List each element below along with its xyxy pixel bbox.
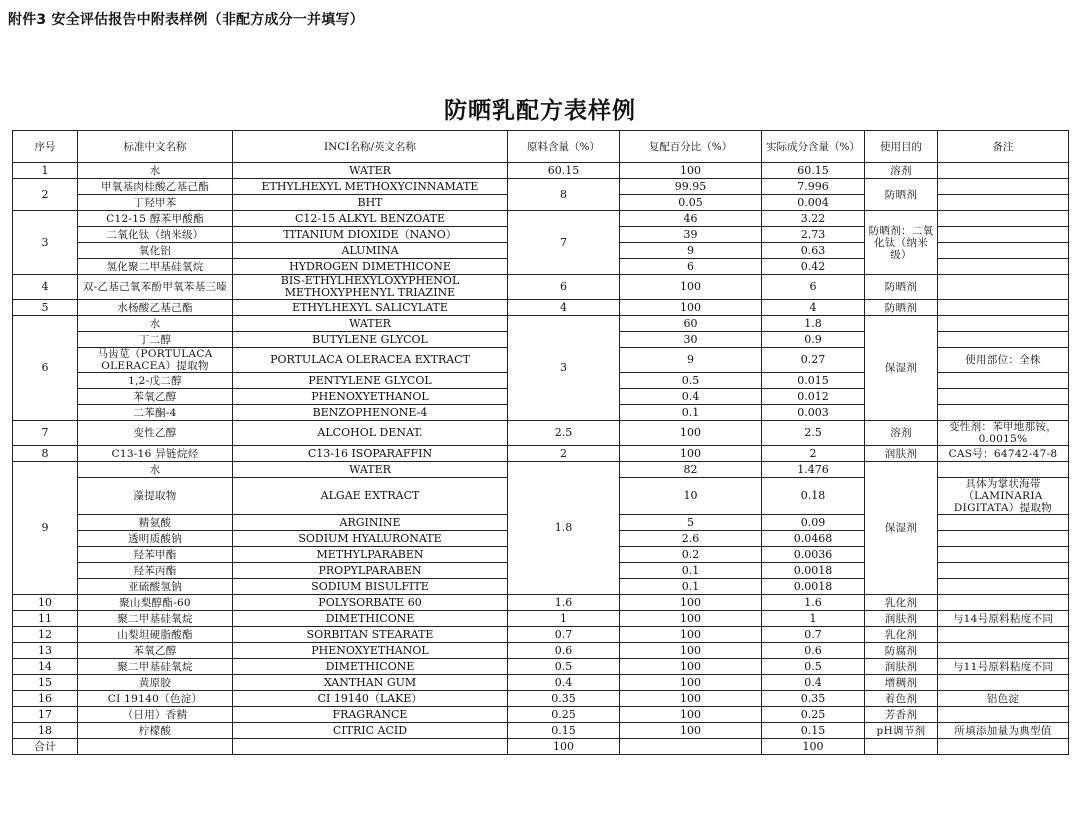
- row-number: 8: [13, 446, 78, 462]
- cn-name-cell: C12-15 醇苯甲酸酯: [78, 211, 233, 227]
- actual-content-cell: 2.73: [762, 227, 865, 243]
- actual-content-cell: 0.09: [762, 515, 865, 531]
- remark-cell: [938, 563, 1069, 579]
- compound-pct-cell: 0.1: [620, 563, 762, 579]
- cn-name-cell: 聚二甲基硅氧烷: [78, 659, 233, 675]
- cn-name-cell: 透明质酸钠: [78, 531, 233, 547]
- inci-name-cell: PHENOXYETHANOL: [233, 389, 508, 405]
- actual-content-cell: 7.996: [762, 179, 865, 195]
- compound-pct-cell: 100: [620, 691, 762, 707]
- compound-pct-cell: 0.05: [620, 195, 762, 211]
- remark-cell: [938, 300, 1069, 316]
- cn-name-cell: 山梨坦硬脂酸酯: [78, 627, 233, 643]
- remark-cell: [938, 595, 1069, 611]
- raw-content-cell: 2.5: [508, 421, 620, 446]
- raw-content-cell: 0.7: [508, 627, 620, 643]
- cn-name-cell: 水: [78, 316, 233, 332]
- remark-cell: 变性剂：苯甲地那铵，0.0015%: [938, 421, 1069, 446]
- actual-content-cell: 0.27: [762, 348, 865, 373]
- purpose-cell: 润肤剂: [865, 611, 938, 627]
- total-cn-empty: [78, 739, 233, 755]
- remark-cell: [938, 579, 1069, 595]
- compound-pct-cell: 100: [620, 300, 762, 316]
- raw-content-cell: 0.4: [508, 675, 620, 691]
- total-row: [13, 739, 1069, 755]
- actual-content-cell: 4: [762, 300, 865, 316]
- inci-name-cell: C12-15 ALKYL BENZOATE: [233, 211, 508, 227]
- cn-name-cell: 马齿苋（PORTULACA OLERACEA）提取物: [78, 348, 233, 373]
- compound-pct-cell: 9: [620, 348, 762, 373]
- inci-name-cell: PROPYLPARABEN: [233, 563, 508, 579]
- cn-name-cell: （日用）香精: [78, 707, 233, 723]
- actual-content-cell: 0.42: [762, 259, 865, 275]
- col-header-no: 序号: [13, 131, 78, 163]
- raw-content-cell: 60.15: [508, 163, 620, 179]
- inci-name-cell: ALGAE EXTRACT: [233, 478, 508, 515]
- purpose-cell: 增稠剂: [865, 675, 938, 691]
- cn-name-cell: 精氨酸: [78, 515, 233, 531]
- inci-name-cell: BENZOPHENONE-4: [233, 405, 508, 421]
- inci-name-cell: XANTHAN GUM: [233, 675, 508, 691]
- actual-content-cell: 1.476: [762, 462, 865, 478]
- cn-name-cell: 丁二醇: [78, 332, 233, 348]
- compound-pct-cell: 100: [620, 627, 762, 643]
- actual-content-cell: 0.9: [762, 332, 865, 348]
- purpose-cell: 溶剂: [865, 421, 938, 446]
- cn-name-cell: CI 19140（色淀）: [78, 691, 233, 707]
- row-number: 17: [13, 707, 78, 723]
- table-row: [13, 627, 1069, 643]
- raw-content-cell: 1: [508, 611, 620, 627]
- raw-content-cell: 1.6: [508, 595, 620, 611]
- inci-name-cell: C13-16 ISOPARAFFIN: [233, 446, 508, 462]
- raw-content-cell: 3: [508, 316, 620, 421]
- actual-content-cell: 0.6: [762, 643, 865, 659]
- purpose-cell: 防晒剂: [865, 179, 938, 211]
- row-number: 3: [13, 211, 78, 275]
- compound-pct-cell: 100: [620, 659, 762, 675]
- actual-content-cell: 0.18: [762, 478, 865, 515]
- compound-pct-cell: 100: [620, 723, 762, 739]
- remark-cell: [938, 515, 1069, 531]
- remark-cell: [938, 405, 1069, 421]
- actual-content-cell: 0.0018: [762, 579, 865, 595]
- remark-cell: [938, 259, 1069, 275]
- compound-pct-cell: 5: [620, 515, 762, 531]
- compound-pct-cell: 10: [620, 478, 762, 515]
- purpose-cell: 乳化剂: [865, 627, 938, 643]
- compound-pct-cell: 2.6: [620, 531, 762, 547]
- cn-name-cell: 1,2-戊二醇: [78, 373, 233, 389]
- purpose-cell: 防晒剂: [865, 275, 938, 300]
- actual-content-cell: 0.25: [762, 707, 865, 723]
- compound-pct-cell: 82: [620, 462, 762, 478]
- inci-name-cell: WATER: [233, 462, 508, 478]
- compound-pct-cell: 100: [620, 446, 762, 462]
- col-header-raw-content: 原料含量（%）: [508, 131, 620, 163]
- row-number: 4: [13, 275, 78, 300]
- inci-name-cell: BHT: [233, 195, 508, 211]
- total-raw: 100: [508, 739, 620, 755]
- actual-content-cell: 0.35: [762, 691, 865, 707]
- compound-pct-cell: 100: [620, 611, 762, 627]
- col-header-purpose: 使用目的: [865, 131, 938, 163]
- actual-content-cell: 1: [762, 611, 865, 627]
- remark-cell: 与11号原料粘度不同: [938, 659, 1069, 675]
- inci-name-cell: SODIUM BISULFITE: [233, 579, 508, 595]
- table-row: [13, 691, 1069, 707]
- inci-name-cell: WATER: [233, 163, 508, 179]
- purpose-cell: 溶剂: [865, 163, 938, 179]
- cn-name-cell: C13-16 异链烷烃: [78, 446, 233, 462]
- actual-content-cell: 6: [762, 275, 865, 300]
- actual-content-cell: 0.7: [762, 627, 865, 643]
- table-title: 防晒乳配方表样例: [444, 97, 636, 124]
- cn-name-cell: 水: [78, 163, 233, 179]
- inci-name-cell: ALUMINA: [233, 243, 508, 259]
- inci-name-cell: DIMETHICONE: [233, 611, 508, 627]
- row-number: 16: [13, 691, 78, 707]
- actual-content-cell: 60.15: [762, 163, 865, 179]
- col-header-compound-pct: 复配百分比（%）: [620, 131, 762, 163]
- remark-cell: [938, 227, 1069, 243]
- cn-name-cell: 丁羟甲苯: [78, 195, 233, 211]
- raw-content-cell: 1.8: [508, 462, 620, 595]
- compound-pct-cell: 30: [620, 332, 762, 348]
- table-row: [13, 611, 1069, 627]
- cn-name-cell: 二氧化钛（纳米级）: [78, 227, 233, 243]
- cn-name-cell: 氢化聚二甲基硅氧烷: [78, 259, 233, 275]
- remark-cell: [938, 462, 1069, 478]
- compound-pct-cell: 99.95: [620, 179, 762, 195]
- remark-cell: [938, 275, 1069, 300]
- inci-name-cell: SODIUM HYALURONATE: [233, 531, 508, 547]
- actual-content-cell: 1.8: [762, 316, 865, 332]
- remark-cell: 铝色淀: [938, 691, 1069, 707]
- inci-name-cell: BIS-ETHYLHEXYLOXYPHENOL METHOXYPHENYL TRIAZINE: [233, 275, 508, 300]
- cn-name-cell: 聚二甲基硅氧烷: [78, 611, 233, 627]
- actual-content-cell: 2.5: [762, 421, 865, 446]
- inci-name-cell: BUTYLENE GLYCOL: [233, 332, 508, 348]
- actual-content-cell: 0.015: [762, 373, 865, 389]
- compound-pct-cell: 100: [620, 163, 762, 179]
- table-row: [13, 659, 1069, 675]
- compound-pct-cell: 100: [620, 675, 762, 691]
- remark-cell: [938, 179, 1069, 195]
- purpose-cell: 乳化剂: [865, 595, 938, 611]
- remark-cell: [938, 243, 1069, 259]
- remark-cell: CAS号：64742-47-8: [938, 446, 1069, 462]
- purpose-cell: 防晒剂：二氧化钛（纳米级）: [865, 211, 938, 275]
- remark-cell: [938, 389, 1069, 405]
- inci-name-cell: PHENOXYETHANOL: [233, 643, 508, 659]
- raw-content-cell: 0.6: [508, 643, 620, 659]
- cn-name-cell: 聚山梨醇酯-60: [78, 595, 233, 611]
- purpose-cell: 润肤剂: [865, 446, 938, 462]
- row-number: 11: [13, 611, 78, 627]
- inci-name-cell: TITANIUM DIOXIDE（NANO）: [233, 227, 508, 243]
- inci-name-cell: FRAGRANCE: [233, 707, 508, 723]
- compound-pct-cell: 6: [620, 259, 762, 275]
- purpose-cell: 保湿剂: [865, 462, 938, 595]
- actual-content-cell: 3.22: [762, 211, 865, 227]
- remark-cell: 与14号原料粘度不同: [938, 611, 1069, 627]
- remark-cell: [938, 332, 1069, 348]
- actual-content-cell: 0.4: [762, 675, 865, 691]
- remark-cell: [938, 531, 1069, 547]
- cn-name-cell: 水杨酸乙基己酯: [78, 300, 233, 316]
- annex-title: 附件3 安全评估报告中附表样例（非配方成分一并填写）: [8, 12, 364, 28]
- formula-table: [12, 130, 1069, 755]
- actual-content-cell: 2: [762, 446, 865, 462]
- cn-name-cell: 氧化铝: [78, 243, 233, 259]
- actual-content-cell: 0.003: [762, 405, 865, 421]
- inci-name-cell: PENTYLENE GLYCOL: [233, 373, 508, 389]
- table-row: [13, 675, 1069, 691]
- cn-name-cell: 苯氧乙醇: [78, 643, 233, 659]
- compound-pct-cell: 100: [620, 275, 762, 300]
- raw-content-cell: 6: [508, 275, 620, 300]
- compound-pct-cell: 0.1: [620, 579, 762, 595]
- col-header-actual-content: 实际成分含量（%）: [762, 131, 865, 163]
- remark-cell: 所填添加量为典型值: [938, 723, 1069, 739]
- remark-cell: 具体为掌状海带（LAMINARIA DIGITATA）提取物: [938, 478, 1069, 515]
- row-number: 7: [13, 421, 78, 446]
- table-body: [13, 163, 1069, 739]
- row-number: 14: [13, 659, 78, 675]
- purpose-cell: 防腐剂: [865, 643, 938, 659]
- total-actual: 100: [762, 739, 865, 755]
- inci-name-cell: DIMETHICONE: [233, 659, 508, 675]
- compound-pct-cell: 100: [620, 421, 762, 446]
- row-number: 12: [13, 627, 78, 643]
- actual-content-cell: 0.15: [762, 723, 865, 739]
- table-row: [13, 300, 1069, 316]
- compound-pct-cell: 46: [620, 211, 762, 227]
- remark-cell: [938, 195, 1069, 211]
- compound-pct-cell: 100: [620, 595, 762, 611]
- cn-name-cell: 双-乙基己氧苯酚甲氧苯基三嗪: [78, 275, 233, 300]
- cn-name-cell: 变性乙醇: [78, 421, 233, 446]
- total-label: 合计: [13, 739, 78, 755]
- compound-pct-cell: 0.4: [620, 389, 762, 405]
- purpose-cell: 着色剂: [865, 691, 938, 707]
- table-row: [13, 316, 1069, 332]
- row-number: 15: [13, 675, 78, 691]
- table-row: [13, 462, 1069, 478]
- purpose-cell: 润肤剂: [865, 659, 938, 675]
- inci-name-cell: WATER: [233, 316, 508, 332]
- compound-pct-cell: 39: [620, 227, 762, 243]
- inci-name-cell: SORBITAN STEARATE: [233, 627, 508, 643]
- actual-content-cell: 0.5: [762, 659, 865, 675]
- raw-content-cell: 0.25: [508, 707, 620, 723]
- raw-content-cell: 0.15: [508, 723, 620, 739]
- cn-name-cell: 亚硫酸氢钠: [78, 579, 233, 595]
- remark-cell: [938, 547, 1069, 563]
- remark-cell: [938, 707, 1069, 723]
- inci-name-cell: ALCOHOL DENAT.: [233, 421, 508, 446]
- raw-content-cell: 0.35: [508, 691, 620, 707]
- cn-name-cell: 苯氧乙醇: [78, 389, 233, 405]
- total-pct-empty: [620, 739, 762, 755]
- row-number: 1: [13, 163, 78, 179]
- cn-name-cell: 黄原胶: [78, 675, 233, 691]
- remark-cell: 使用部位：全株: [938, 348, 1069, 373]
- total-inci-empty: [233, 739, 508, 755]
- row-number: 2: [13, 179, 78, 211]
- purpose-cell: 芳香剂: [865, 707, 938, 723]
- remark-cell: [938, 316, 1069, 332]
- compound-pct-cell: 100: [620, 643, 762, 659]
- purpose-cell: 保湿剂: [865, 316, 938, 421]
- table-row: [13, 421, 1069, 446]
- inci-name-cell: CI 19140（LAKE）: [233, 691, 508, 707]
- table-row: [13, 643, 1069, 659]
- row-number: 13: [13, 643, 78, 659]
- raw-content-cell: 4: [508, 300, 620, 316]
- table-row: [13, 446, 1069, 462]
- row-number: 18: [13, 723, 78, 739]
- cn-name-cell: 水: [78, 462, 233, 478]
- cn-name-cell: 藻提取物: [78, 478, 233, 515]
- cn-name-cell: 羟苯甲酯: [78, 547, 233, 563]
- remark-cell: [938, 643, 1069, 659]
- table-row: [13, 211, 1069, 227]
- remark-cell: [938, 627, 1069, 643]
- actual-content-cell: 0.0018: [762, 563, 865, 579]
- col-header-remark: 备注: [938, 131, 1069, 163]
- table-row: [13, 163, 1069, 179]
- inci-name-cell: HYDROGEN DIMETHICONE: [233, 259, 508, 275]
- remark-cell: [938, 211, 1069, 227]
- total-remark-empty: [938, 739, 1069, 755]
- actual-content-cell: 0.004: [762, 195, 865, 211]
- purpose-cell: 防晒剂: [865, 300, 938, 316]
- actual-content-cell: 0.63: [762, 243, 865, 259]
- compound-pct-cell: 0.1: [620, 405, 762, 421]
- inci-name-cell: PORTULACA OLERACEA EXTRACT: [233, 348, 508, 373]
- table-row: [13, 179, 1069, 195]
- total-purpose-empty: [865, 739, 938, 755]
- cn-name-cell: 羟苯丙酯: [78, 563, 233, 579]
- inci-name-cell: ETHYLHEXYL SALICYLATE: [233, 300, 508, 316]
- raw-content-cell: 2: [508, 446, 620, 462]
- actual-content-cell: 0.0468: [762, 531, 865, 547]
- cn-name-cell: 柠檬酸: [78, 723, 233, 739]
- remark-cell: [938, 675, 1069, 691]
- inci-name-cell: METHYLPARABEN: [233, 547, 508, 563]
- col-header-cn-name: 标准中文名称: [78, 131, 233, 163]
- cn-name-cell: 二苯酮-4: [78, 405, 233, 421]
- compound-pct-cell: 0.5: [620, 373, 762, 389]
- raw-content-cell: 8: [508, 179, 620, 211]
- header-row: [13, 131, 1069, 163]
- actual-content-cell: 1.6: [762, 595, 865, 611]
- table-row: [13, 723, 1069, 739]
- table-row: [13, 275, 1069, 300]
- remark-cell: [938, 373, 1069, 389]
- raw-content-cell: 0.5: [508, 659, 620, 675]
- row-number: 6: [13, 316, 78, 421]
- compound-pct-cell: 9: [620, 243, 762, 259]
- compound-pct-cell: 100: [620, 707, 762, 723]
- table-row: [13, 707, 1069, 723]
- inci-name-cell: ARGININE: [233, 515, 508, 531]
- inci-name-cell: POLYSORBATE 60: [233, 595, 508, 611]
- inci-name-cell: ETHYLHEXYL METHOXYCINNAMATE: [233, 179, 508, 195]
- actual-content-cell: 0.0036: [762, 547, 865, 563]
- row-number: 10: [13, 595, 78, 611]
- inci-name-cell: CITRIC ACID: [233, 723, 508, 739]
- compound-pct-cell: 60: [620, 316, 762, 332]
- col-header-inci: INCI名称/英文名称: [233, 131, 508, 163]
- table-row: [13, 595, 1069, 611]
- purpose-cell: pH调节剂: [865, 723, 938, 739]
- compound-pct-cell: 0.2: [620, 547, 762, 563]
- remark-cell: [938, 163, 1069, 179]
- actual-content-cell: 0.012: [762, 389, 865, 405]
- cn-name-cell: 甲氧基肉桂酸乙基己酯: [78, 179, 233, 195]
- row-number: 9: [13, 462, 78, 595]
- raw-content-cell: 7: [508, 211, 620, 275]
- row-number: 5: [13, 300, 78, 316]
